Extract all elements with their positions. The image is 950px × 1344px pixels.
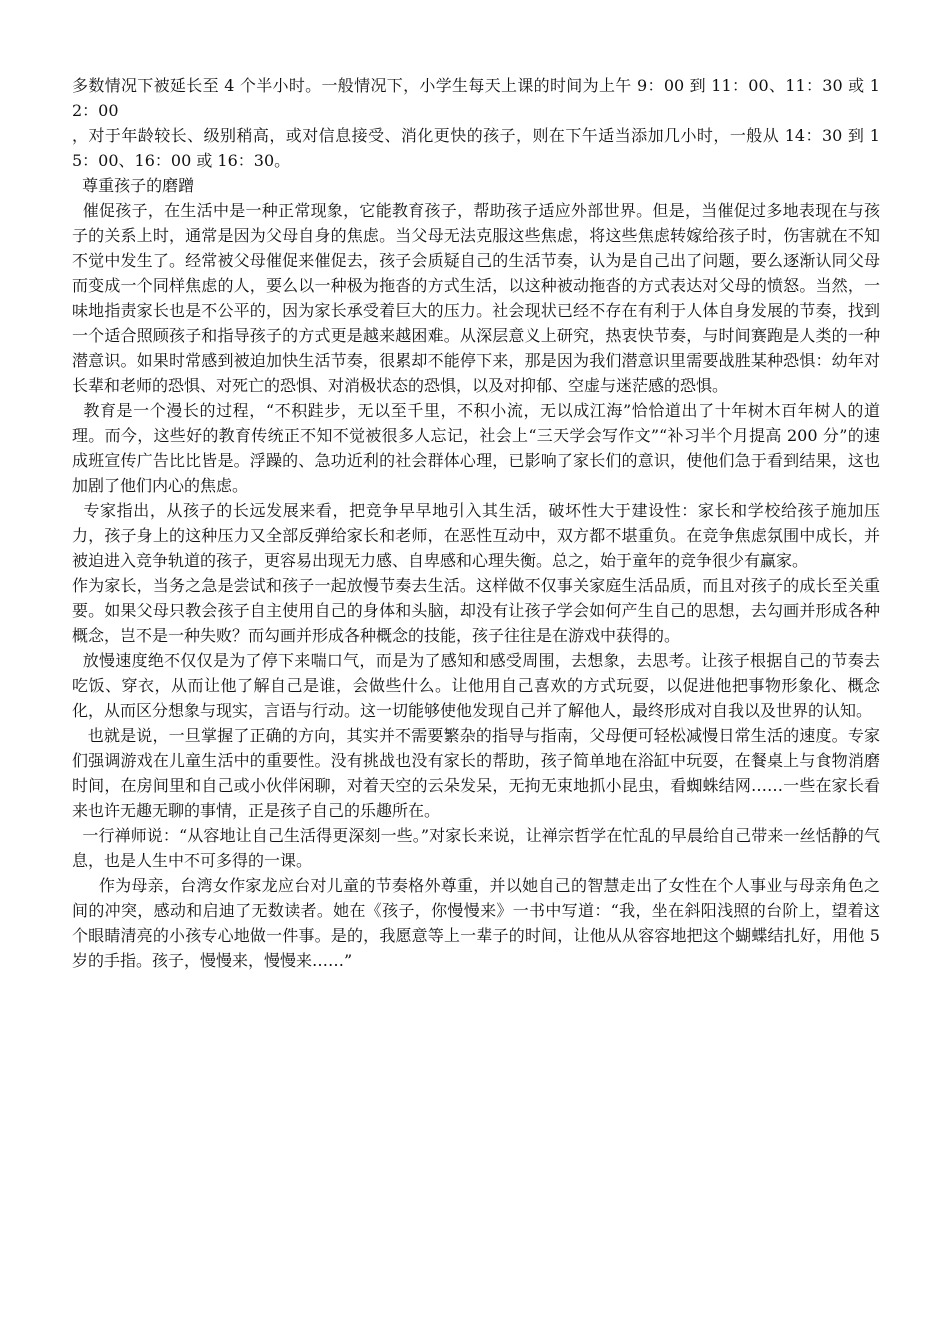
document-page bbox=[72, 73, 886, 973]
paragraph-games-importance: 也就是说，一旦掌握了正确的方向，其实并不需要繁杂的指导与指南，父母便可轻松减慢日常生活的速度。专家们强调游戏在儿童生活中的重要性。没有挑战也没有家长的帮助，孩子简单地在浴缸中玩耍，在餐桌上与食物消磨时间，在房间里和自己或小伙伴闲聊，对着天空的云朵发呆，无拘无束地抓小昆虫，看蜘蛛结网……一些在家长看来也许无趣无聊的事情，正是孩子自己的乐趣所在。 bbox=[72, 726, 880, 820]
paragraph-long-yingtai-quote: 作为母亲，台湾女作家龙应台对儿童的节奏格外尊重，并以她自己的智慧走出了女性在个人事业与母亲角色之间的冲突，感动和启迪了无数读者。她在《孩子，你慢慢来》一书中写道：“我，坐在斜阳浅照的台阶上，望着这个眼睛清亮的小孩专心地做一件事。是的，我愿意等上一辈子的时间，让他从从容容地把这个蝴蝶结扎好，用他 5 岁的手指。孩子，慢慢来，慢慢来……” bbox=[72, 876, 886, 970]
paragraph-zen-master-quote: 一行禅师说：“从容地让自己生活得更深刻一些。”对家长来说，让禅宗哲学在忙乱的早晨给自己带来一丝恬静的气息，也是人生中不可多得的一课。 bbox=[72, 826, 880, 870]
paragraph-class-schedule: 多数情况下被延长至 4 个半小时。一般情况下，小学生每天上课的时间为上午 9：00 到 11：00、11：30 或 12：00 bbox=[72, 76, 880, 120]
paragraph-education-process: 教育是一个漫长的过程，“不积跬步，无以至千里，不积小流，无以成江海”恰恰道出了十年树木百年树人的道理。而今，这些好的教育传统正不知不觉被很多人忘记，社会上“三天学会写作文”“补习半个月提高 200 分”的速成班宣传广告比比皆是。浮躁的、急功近利的社会群体心理，已影响了家长们的意识，使他们急于看到结果，这也加剧了他们内心的焦虑。 bbox=[72, 401, 880, 495]
paragraph-afternoon-schedule: ，对于年龄较长、级别稍高，或对信息接受、消化更快的孩子，则在下午适当添加几小时，一般从 14：30 到 15：00、16：00 或 16：30。 bbox=[72, 126, 880, 170]
paragraph-expert-competition: 专家指出，从孩子的长远发展来看，把竞争早早地引入其生活，破坏性大于建设性：家长和学校给孩子施加压力，孩子身上的这种压力又全部反弹给家长和老师，在恶性互动中，双方都不堪重负。在竞争焦虑氛围中成长，并被迫进入竞争轨道的孩子，更容易出现无力感、自卑感和心理失衡。总之，始于童年的竞争很少有赢家。 bbox=[72, 501, 880, 570]
section-heading: 尊重孩子的磨蹭 bbox=[72, 176, 195, 195]
paragraph-urging-children: 催促孩子，在生活中是一种正常现象，它能教育孩子，帮助孩子适应外部世界。但是，当催促过多地表现在与孩子的关系上时，通常是因为父母自身的焦虑。当父母无法克服这些焦虑，将这些焦虑转嫁给孩子时，伤害就在不知不觉中发生了。经常被父母催促来催促去，孩子会质疑自己的生活节奏，认为是自己出了问题，要么逐渐认同父母而变成一个同样焦虑的人，要么以一种极为拖沓的方式生活，以这种被动拖沓的方式表达对父母的愤怒。当然，一味地指责家长也是不公平的，因为家长承受着巨大的压力。社会现状已经不存在有利于人体自身发展的节奏，找到一个适合照顾孩子和指导孩子的方式更是越来越困难。从深层意义上研究，热衷快节奏，与时间赛跑是人类的一种潜意识。如果时常感到被迫加快生活节奏，很累却不能停下来，那是因为我们潜意识里需要战胜某种恐惧：幼年对长辈和老师的恐惧、对死亡的恐惧、对消极状态的恐惧，以及对抑郁、空虚与迷茫感的恐惧。 bbox=[72, 201, 880, 395]
paragraph-slowing-speed: 放慢速度绝不仅仅是为了停下来喘口气，而是为了感知和感受周围，去想象，去思考。让孩子根据自己的节奏去吃饭、穿衣，从而让他了解自己是谁，会做些什么。让他用自己喜欢的方式玩耍，以促进他把事物形象化、概念化，从而区分想象与现实，言语与行动。这一切能够使他发现自己并了解他人，最终形成对自我以及世界的认知。 bbox=[72, 651, 880, 720]
paragraph-parents-slow-down: 作为家长，当务之急是尝试和孩子一起放慢节奏去生活。这样做不仅事关家庭生活品质，而且对孩子的成长至关重要。如果父母只教会孩子自主使用自己的身体和头脑，却没有让孩子学会如何产生自己的思想，去勾画并形成各种概念，岂不是一种失败？而勾画并形成各种概念的技能，孩子往往是在游戏中获得的。 bbox=[72, 576, 880, 645]
